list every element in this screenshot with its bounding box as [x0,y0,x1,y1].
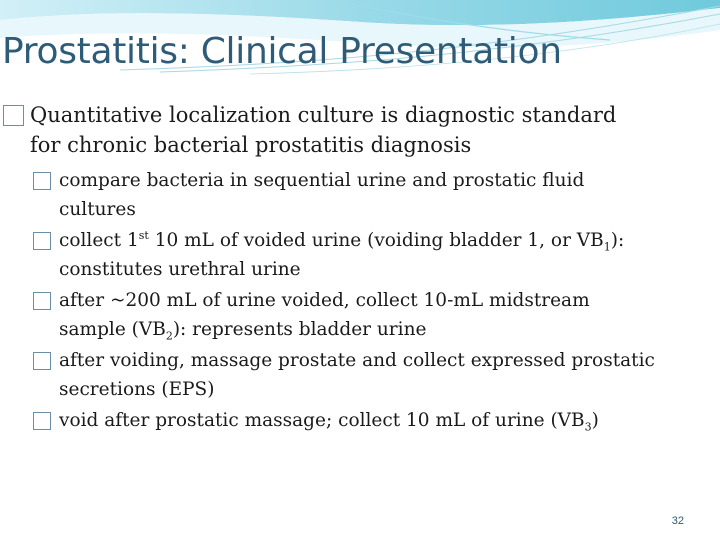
sub-bullet-collect-first [0,226,659,284]
sub-bullet-text-mid: 10 mL of voided urine (voiding bladder 1, or VB [148,230,604,251]
sub-bullet-text-pre: void after prostatic massage; collect 10 mL of urine (VB [59,410,585,431]
sub-bullet-text: after voiding, massage prostate and collect expressed prostatic secretions (EPS) [59,350,655,400]
slide-number: 32 [671,515,684,527]
sub-bullet-void-after [0,406,659,435]
sub-bullet-text-post: ): represents bladder urine [172,319,427,340]
main-bullet-line-2: for chronic bacterial prostatitis diagnosis [30,133,472,157]
vb2-subscript: 2 [165,329,173,343]
sub-bullet-massage [0,346,659,404]
sub-bullet-text-pre: after ~200 mL of urine voided, collect 10-mL midstream sample (VB [59,290,590,340]
sub-bullet-text-post: ): constitutes urethral urine [59,230,625,280]
sub-bullet-midstream [0,286,659,344]
ordinal-superscript: st [138,228,149,242]
bullet-box-icon [33,232,51,250]
sub-bullet-text: compare bacteria in sequential urine and prostatic fluid cultures [59,170,585,220]
main-bullet [0,100,700,160]
bullet-box-icon [33,172,51,190]
bullet-box-icon [33,352,51,370]
bullet-box-icon [33,292,51,310]
main-bullet-line-1: Quantitative localization culture is diagnostic standard [30,103,617,127]
vb1-subscript: 1 [603,240,611,254]
sub-bullet-text-post: ) [591,410,599,431]
slide-body [0,100,700,437]
sub-bullet-text-pre: collect 1 [59,230,139,251]
bullet-box-icon [3,105,24,126]
slide-title: Prostatitis: Clinical Presentation [2,31,562,72]
sub-bullet-compare [0,166,659,224]
bullet-box-icon [33,412,51,430]
vb3-subscript: 3 [584,420,592,434]
